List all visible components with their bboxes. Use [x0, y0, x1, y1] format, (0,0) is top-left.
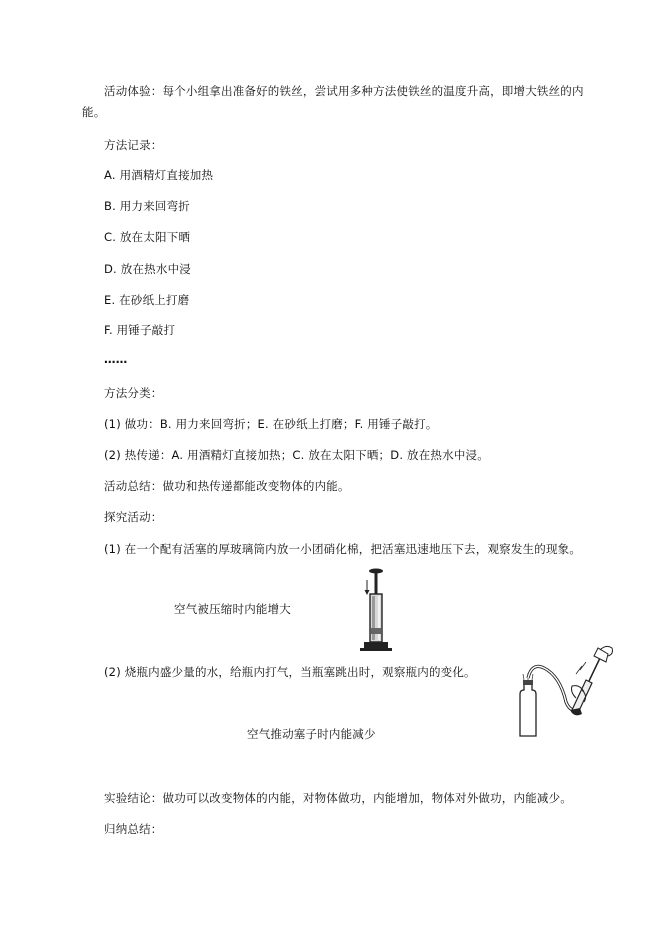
experiment-2-text: (2) 烧瓶内盛少量的水，给瓶内打气，当瓶塞跳出时，观察瓶内的变化。 — [104, 665, 476, 679]
classification-work: (1) 做功：B. 用力来回弯折；E. 在砂纸上打磨；F. 用锤子敲打。 — [104, 417, 438, 431]
flask-pump-illustration — [510, 640, 620, 740]
method-item-e: E. 在砂纸上打磨 — [104, 293, 190, 307]
piston-cylinder-illustration — [352, 566, 400, 652]
method-item-b: B. 用力来回弯折 — [104, 199, 190, 213]
activity-summary: 活动总结：做功和热传递都能改变物体的内能。 — [104, 479, 350, 493]
experiment-1-text: (1) 在一个配有活塞的厚玻璃筒内放一小团硝化棉，把活塞迅速地压下去，观察发生的现象。 — [104, 542, 582, 556]
classification-heat-transfer: (2) 热传递：A. 用酒精灯直接加热；C. 放在太阳下晒；D. 放在热水中浸。 — [104, 448, 489, 462]
method-ellipsis: …… — [104, 352, 128, 366]
method-item-d: D. 放在热水中浸 — [104, 262, 191, 276]
activity-experience-line2: 能。 — [82, 105, 106, 119]
method-classification-title: 方法分类： — [104, 386, 163, 400]
experiment-conclusion: 实验结论：做功可以改变物体的内能，对物体做功，内能增加，物体对外做功，内能减少。 — [104, 791, 572, 805]
activity-experience-line1: 活动体验：每个小组拿出准备好的铁丝，尝试用多种方法使铁丝的温度升高，即增大铁丝的内 — [104, 84, 584, 98]
explore-title: 探究活动： — [104, 510, 163, 524]
method-item-a: A. 用酒精灯直接加热 — [104, 168, 214, 182]
induction-summary-title: 归纳总结： — [104, 822, 163, 836]
experiment-2-caption: 空气推动塞子时内能减少 — [247, 727, 376, 741]
method-item-f: F. 用锤子敲打 — [104, 323, 176, 337]
experiment-1-caption: 空气被压缩时内能增大 — [174, 602, 291, 616]
method-item-c: C. 放在太阳下晒 — [104, 230, 191, 244]
method-record-title: 方法记录： — [104, 138, 163, 152]
